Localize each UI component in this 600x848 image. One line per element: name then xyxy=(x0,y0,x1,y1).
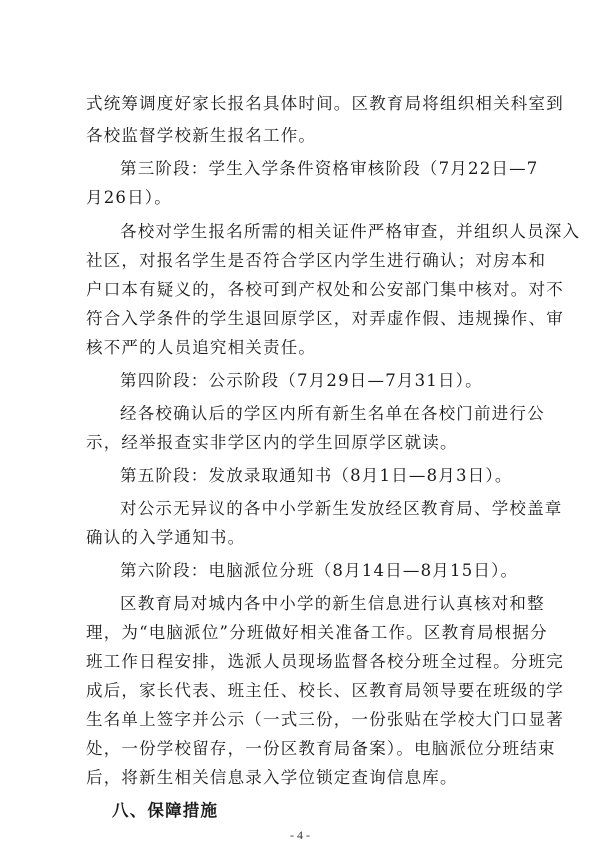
paragraph-line: 各校对学生报名所需的相关证件严格审查，并组织人员深入 xyxy=(120,222,581,241)
paragraph-line: 班工作日程安排，选派人员现场监督各校分班全过程。分班完 xyxy=(86,652,564,671)
stage-five-heading: 第五阶段：发放录取通知书（8月1日—8月3日）。 xyxy=(120,466,513,485)
stage-six-heading: 第六阶段：电脑派位分班（8月14日—8月15日）。 xyxy=(120,561,519,580)
paragraph-line: 处，一份学校留存，一份区教育局备案）。电脑派位分班结束 xyxy=(86,739,556,758)
paragraph-line: 区教育局对城内各中小学的新生信息进行认真核对和整 xyxy=(120,594,545,613)
paragraph-line: 各校监督学校新生报名工作。 xyxy=(86,126,317,145)
paragraph-line: 户口本有疑义的，各校可到产权处和公安部门集中核对。对不 xyxy=(86,280,564,299)
paragraph-line: 式统筹调度好家长报名具体时间。区教育局将组织相关科室到 xyxy=(86,94,564,113)
paragraph-line: 理，为“电脑派位”分班做好相关准备工作。区教育局根据分 xyxy=(86,623,548,642)
stage-four-heading: 第四阶段：公示阶段（7月29日—7月31日）。 xyxy=(120,371,483,390)
paragraph-line: 生名单上签字并公示（一式三份，一份张贴在学校大门口显著 xyxy=(86,710,564,729)
paragraph-line: 示，经举报查实非学区内的学生回原学区就读。 xyxy=(86,433,458,452)
stage-three-heading: 第三阶段：学生入学条件资格审核阶段（7月22日—7 xyxy=(120,159,539,178)
paragraph-line: 成后，家长代表、班主任、校长、区教育局领导要在班级的学 xyxy=(86,681,564,700)
section-heading: 八、保障措施 xyxy=(112,801,219,820)
paragraph-line: 符合入学条件的学生退回原学区，对弄虚作假、违规操作、审 xyxy=(86,309,564,328)
paragraph-line: 社区，对报名学生是否符合学区内学生进行确认；对房本和 xyxy=(86,251,547,270)
paragraph-line: 对公示无异议的各中小学新生发放经区教育局、学校盖章 xyxy=(120,499,563,518)
paragraph-line: 确认的入学通知书。 xyxy=(86,528,246,547)
page-number: - 4 - xyxy=(290,828,310,842)
paragraph-line: 月26日）。 xyxy=(86,188,172,207)
paragraph-line: 经各校确认后的学区内所有新生名单在各校门前进行公 xyxy=(120,404,545,423)
paragraph-line: 后，将新生相关信息录入学位锁定查询信息库。 xyxy=(86,768,458,787)
paragraph-line: 核不严的人员追究相关责任。 xyxy=(86,338,317,357)
